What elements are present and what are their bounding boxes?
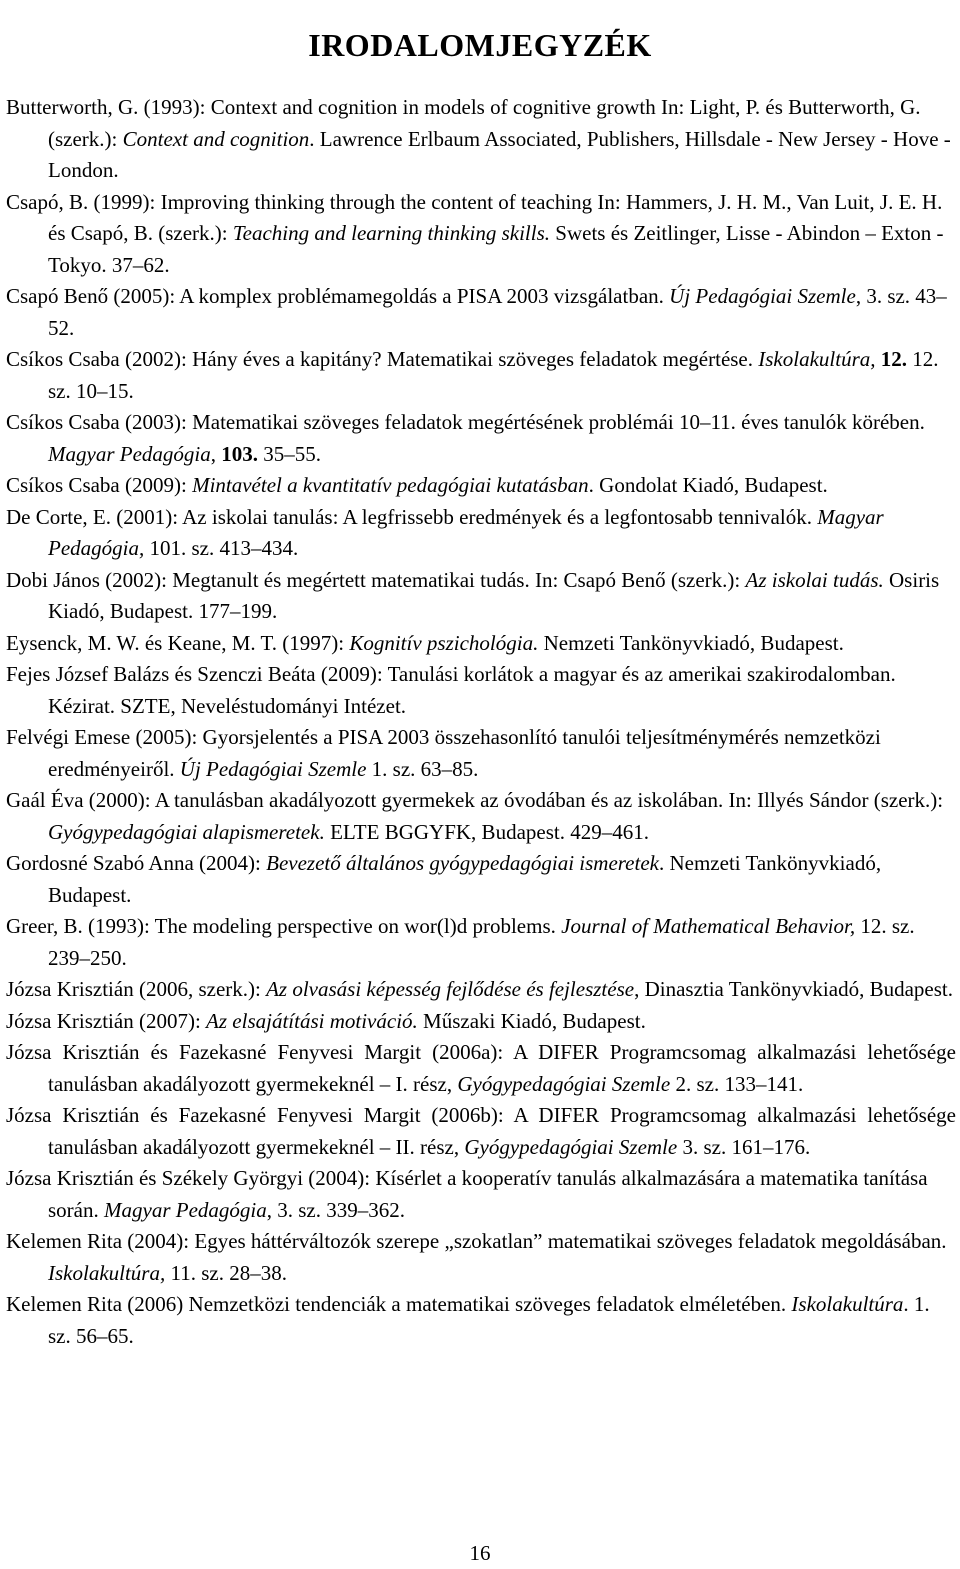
reference-entry [6, 502, 956, 565]
reference-title: Kognitív pszichológia. [349, 630, 539, 655]
reference-text: 2. sz. 133–141. [670, 1071, 804, 1096]
reference-title: Gyógypedagógiai Szemle [457, 1071, 671, 1096]
reference-title: Iskolakultúra, [758, 347, 876, 371]
reference-text: Fejes József Balázs és Szenczi Beáta (2009): Tanulási korlátok a magyar és az amerikai szakirodalomban. Kézirat. SZTE, Neveléstudományi Intézet. [6, 662, 896, 718]
reference-title: Az iskolai tudás. [745, 567, 884, 592]
page-number: 16 [469, 1541, 491, 1565]
reference-title: Mintavétel a kvantitatív pedagógiai kutatásban [192, 473, 589, 497]
reference-entry [6, 407, 956, 470]
reference-entry [6, 974, 956, 1006]
reference-text: Józsa Krisztián és Fazekasné Fenyvesi Margit (2006b): A DIFER Programcsomag alkalmazási lehetősége tanulásban akadályozott gyermekeknél – II. rész, [6, 1103, 956, 1159]
reference-text: Eysenck, M. W. és Keane, M. T. (1997): [6, 630, 350, 655]
reference-title: Az olvasási képesség fejlődése és fejlesztése [266, 977, 635, 1001]
reference-text: 1. sz. 63–85. [366, 756, 479, 781]
reference-title: Teaching and learning thinking skills. [232, 221, 551, 245]
reference-text: Greer, B. (1993): The modeling perspective on wor(l)d problems. [6, 914, 562, 938]
reference-text: Osiris Kiadó, Budapest. 177–199. [48, 567, 940, 623]
reference-text: Józsa Krisztián (2007): [6, 1008, 207, 1033]
reference-text: , 3. sz. 43–52. [48, 284, 947, 340]
reference-entry [6, 92, 956, 187]
reference-text: Csapó Benő (2005): A komplex problémamegoldás a PISA 2003 vizsgálatban. [6, 284, 670, 308]
reference-volume: 12. [880, 347, 907, 371]
reference-entry [6, 1037, 956, 1100]
reference-text: Csapó, B. (1999): Improving thinking through the content of teaching In: Hammers, J. H. M., Van Luit, J. E. H. és Csapó, B. (szerk.): [6, 189, 943, 245]
reference-text: , [210, 441, 222, 466]
reference-entry [6, 785, 956, 848]
reference-text: De Corte, E. (2001): Az iskolai tanulás: A legfrissebb eredmények és a legfontosabb tennivalók. [6, 504, 818, 529]
reference-title: Context and cognition [122, 126, 310, 151]
reference-entry [6, 1100, 956, 1163]
reference-text: Gordosné Szabó Anna (2004): [6, 851, 267, 875]
reference-title: Magyar Pedagógia, [48, 504, 884, 560]
reference-text: 12. sz. 239–250. [48, 914, 915, 970]
reference-title: Gyógypedagógiai alapismeretek. [48, 819, 325, 844]
reference-list [6, 92, 956, 1352]
reference-title: Iskolakultúra, [48, 1260, 166, 1285]
reference-entry [6, 470, 956, 502]
reference-text: Józsa Krisztián és Fazekasné Fenyvesi Margit (2006a): A DIFER Programcsomag alkalmazási lehetősége tanulásban akadályozott gyermekeknél – I. rész, [6, 1040, 956, 1096]
reference-text: 11. sz. 28–38. [165, 1260, 287, 1285]
reference-text: 3. sz. 161–176. [677, 1134, 811, 1159]
reference-title: Bevezető általános gyógypedagógiai ismeretek [266, 851, 659, 875]
reference-text: Csíkos Csaba (2009): [6, 473, 193, 497]
reference-entry [6, 659, 956, 722]
reference-text: ELTE BGGYFK, Budapest. 429–461. [324, 819, 649, 844]
reference-text: . Nemzeti Tankönyvkiadó, Budapest. [48, 851, 882, 907]
reference-title: Iskolakultúra [791, 1292, 904, 1316]
reference-entry [6, 344, 956, 407]
reference-entry [6, 911, 956, 974]
reference-entry [6, 281, 956, 344]
reference-text: 35–55. [257, 441, 321, 466]
reference-text: Felvégi Emese (2005): Gyorsjelentés a PISA 2003 összehasonlító tanulói teljesítménymérés nemzetközi eredményeiről. [6, 725, 881, 781]
reference-text: Csíkos Csaba (2003): Matematikai szöveges feladatok megértésének problémái 10–11. éves tanulók körében. [6, 410, 925, 434]
reference-text: 12. sz. 10–15. [48, 347, 939, 403]
reference-text: Nemzeti Tankönyvkiadó, Budapest. [538, 630, 844, 655]
reference-volume: 103. [221, 441, 258, 466]
reference-text: . Lawrence Erlbaum Associated, Publishers, Hillsdale - New Jersey - Hove - London. [48, 126, 951, 182]
reference-text: Műszaki Kiadó, Budapest. [417, 1008, 646, 1033]
reference-entry [6, 187, 956, 282]
page-title: IRODALOMJEGYZÉK [308, 27, 652, 64]
reference-title: Új Pedagógiai Szemle [669, 284, 856, 308]
reference-entry [6, 1163, 956, 1226]
reference-text: . 1. sz. 56–65. [48, 1292, 930, 1348]
reference-text: Kelemen Rita (2006) Nemzetközi tendenciák a matematikai szöveges feladatok elméletében. [6, 1292, 792, 1316]
reference-entry [6, 1006, 956, 1038]
reference-entry [6, 1226, 956, 1289]
reference-text: 101. sz. 413–434. [144, 536, 299, 560]
reference-title: Magyar Pedagógia [48, 441, 211, 466]
reference-title: Magyar Pedagógia [104, 1197, 267, 1222]
reference-title: Gyógypedagógiai Szemle [464, 1134, 678, 1159]
reference-text: , Dinasztia Tankönyvkiadó, Budapest. [634, 977, 953, 1001]
reference-text: Józsa Krisztián és Székely Györgyi (2004): Kísérlet a kooperatív tanulás alkalmazására a matematika tanítása során. [6, 1166, 928, 1222]
reference-text: Csíkos Csaba (2002): Hány éves a kapitány? Matematikai szöveges feladatok megértése. [6, 347, 759, 371]
reference-text: Kelemen Rita (2004): Egyes háttérváltozók szerepe „szokatlan” matematikai szöveges feladatok megoldásában. [6, 1229, 947, 1253]
reference-text: Swets és Zeitlinger, Lisse - Abindon – Exton - Tokyo. 37–62. [48, 221, 944, 277]
reference-entry [6, 628, 956, 660]
reference-entry [6, 1289, 956, 1352]
reference-title: Journal of Mathematical Behavior, [561, 914, 856, 938]
reference-entry [6, 565, 956, 628]
reference-title: Új Pedagógiai Szemle [179, 756, 367, 781]
reference-text: Józsa Krisztián (2006, szerk.): [6, 977, 267, 1001]
reference-text: . Gondolat Kiadó, Budapest. [588, 473, 828, 497]
reference-text: Dobi János (2002): Megtanult és megértett matematikai tudás. In: Csapó Benő (szerk.): [6, 567, 746, 592]
reference-text: , 3. sz. 339–362. [266, 1197, 405, 1222]
reference-title: Az elsajátítási motiváció. [206, 1008, 418, 1033]
reference-entry [6, 848, 956, 911]
reference-entry [6, 722, 956, 785]
reference-text: Butterworth, G. (1993): Context and cognition in models of cognitive growth In: Light, P. és Butterworth, G. (szerk.): [6, 95, 921, 151]
reference-text: Gaál Éva (2000): A tanulásban akadályozott gyermekek az óvodában és az iskolában. In: Illyés Sándor (szerk.): [6, 788, 944, 812]
